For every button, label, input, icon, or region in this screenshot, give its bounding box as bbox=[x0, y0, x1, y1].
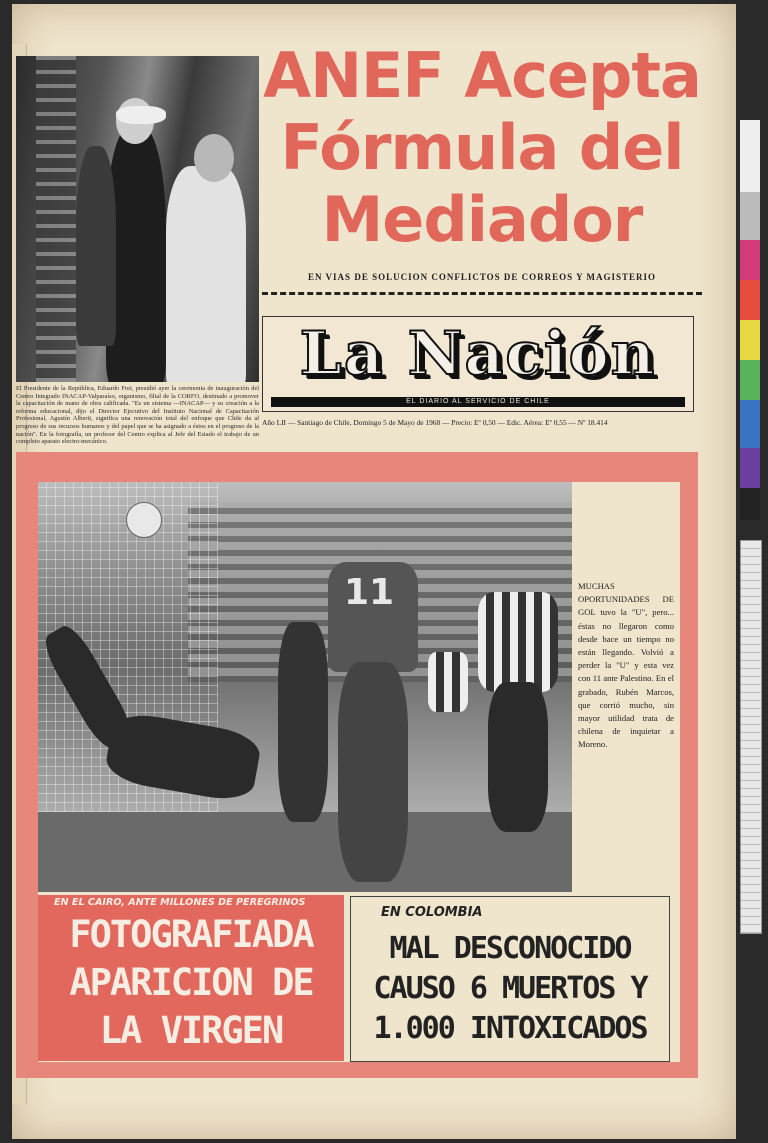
player-striped-back bbox=[428, 652, 468, 712]
photo-face-instructor bbox=[194, 134, 234, 182]
headline-line: Mediador bbox=[321, 183, 643, 256]
top-photo-caption: El Presidente de la República, Eduardo Frei, presidió ayer la ceremonia de inauguración del Centro Integrado INACAP-Valparaíso, organismo, filial de la CORFO, destinado a promover la capacitación de mano de obra calificada. "Es un sistema —INACAP— y su creación a la reforma educacional, dijo el Director Ejecutivo del Instituto Nacional de Capacitación Profesional, Agustín Alberti, significa una renovación total del enfoque que Chile da al progreso de sus recursos humanos y del papel que se ha asignado a éstos en el progreso de la nación". En la fotografía, un profesor del Centro explica al Jefe del Estado el trabajo de un completo aparato electro-mecánico. bbox=[16, 385, 259, 446]
top-photo bbox=[16, 56, 259, 382]
virgen-kicker: EN EL CAIRO, ANTE MILLONES DE PEREGRINOS bbox=[54, 897, 306, 908]
player-number-11 bbox=[328, 562, 418, 672]
scale-ruler bbox=[740, 540, 762, 934]
colombia-headline-line: 1.000 INTOXICADOS bbox=[373, 1011, 647, 1046]
masthead-title: La Nación bbox=[299, 319, 657, 389]
player-striped-jersey bbox=[478, 592, 558, 692]
main-headline bbox=[262, 40, 702, 256]
color-calibration-bar bbox=[740, 120, 760, 520]
photo-officer-cap bbox=[116, 106, 166, 124]
masthead-tagline: EL DIARIO AL SERVICIO DE CHILE bbox=[406, 398, 550, 405]
dashed-divider bbox=[262, 292, 702, 295]
masthead bbox=[262, 316, 694, 412]
machine-frame bbox=[36, 56, 76, 382]
colombia-headline-line: CAUSO 6 MUERTOS Y bbox=[373, 971, 647, 1006]
virgen-headline-line: LA VIRGEN bbox=[99, 1009, 283, 1052]
subheadline: EN VIAS DE SOLUCION CONFLICTOS DE CORREOS Y MAGISTERIO bbox=[307, 272, 657, 282]
virgen-story bbox=[38, 895, 344, 1061]
player-11-legs bbox=[338, 662, 408, 882]
virgen-headline bbox=[38, 911, 344, 1055]
sports-caption: MUCHAS OPORTUNIDADES DE GOL tuvo la "U", pero... éstas no llegaron como desde hace un tiempo no están llegando. Volvió a perder la "U" y esta vez con 11 ante Palestino. En el grabado, Rubén Marcos, que corrió mucho, sin mayor utilidad trata de chilena de inquietar a Moreno. bbox=[578, 581, 674, 750]
player-dark bbox=[278, 622, 328, 822]
headline-line: ANEF Acepta bbox=[263, 39, 701, 112]
jersey-number: 11 bbox=[344, 572, 395, 613]
colombia-story bbox=[350, 896, 670, 1062]
sports-photo bbox=[38, 482, 572, 892]
headline-line: Fórmula del bbox=[280, 111, 684, 184]
photo-figure-instructor bbox=[166, 166, 246, 382]
colombia-kicker: EN COLOMBIA bbox=[381, 905, 483, 920]
pitch bbox=[38, 812, 572, 892]
virgen-headline-line: FOTOGRAFIADA bbox=[69, 913, 313, 956]
football-icon bbox=[126, 502, 162, 538]
dateline: Año LII — Santiago de Chile, Domingo 5 de Mayo de 1968 — Precio: Eº 0,50 — Edic. Aérea: Eº 0,55 — Nº 18.414 bbox=[262, 418, 608, 427]
colombia-headline-line: MAL DESCONOCIDO bbox=[389, 931, 631, 966]
player-striped-legs bbox=[488, 682, 548, 832]
virgen-headline-line: APARICION DE bbox=[69, 961, 313, 1004]
photo-figure-officer bbox=[76, 146, 116, 346]
colombia-headline bbox=[351, 929, 669, 1049]
